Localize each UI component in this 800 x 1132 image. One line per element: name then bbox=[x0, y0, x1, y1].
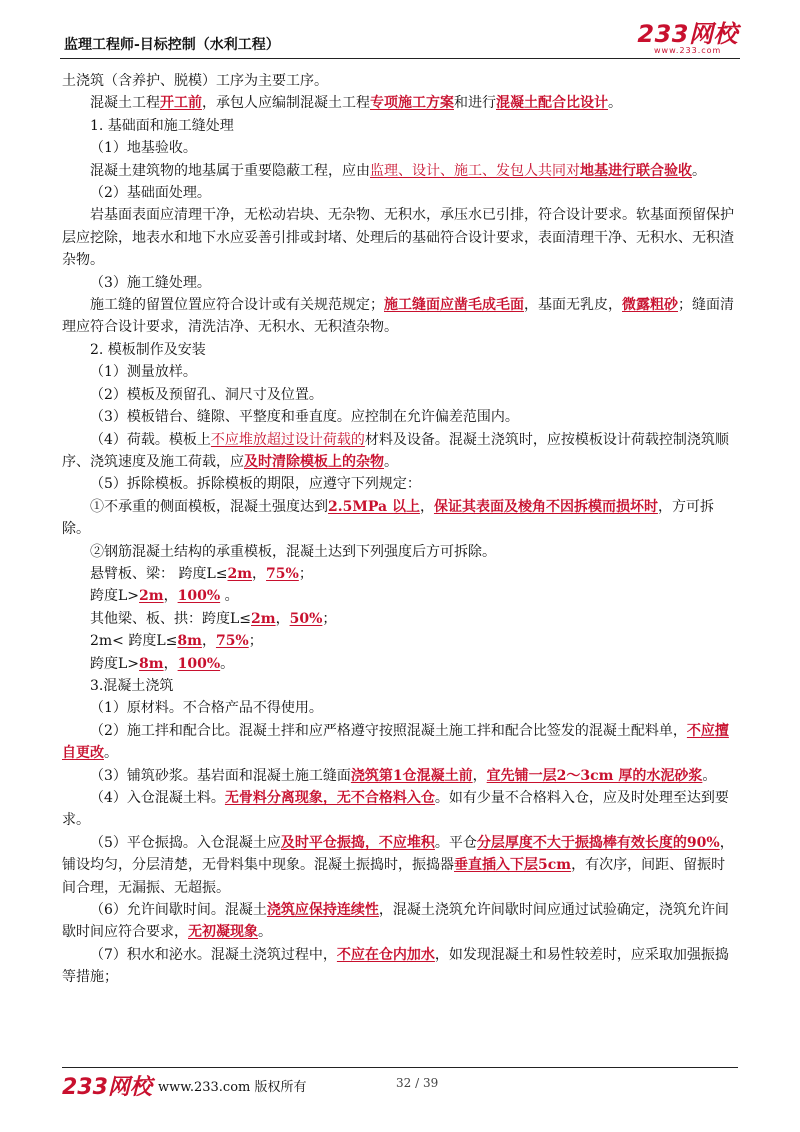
highlight: 及时平仓振捣，不应堆积 bbox=[280, 834, 435, 851]
text: 悬臂板、梁： 跨度L≤ bbox=[90, 565, 228, 582]
text: ；缝面清理应符合设计要求，清洗洁净、无积水、无积渣杂物。 bbox=[62, 297, 734, 336]
highlight: 施工缝面应凿毛成毛面 bbox=[384, 297, 524, 314]
highlight: 100% bbox=[177, 588, 221, 605]
paragraph bbox=[62, 944, 738, 989]
paragraph: ②钢筋混凝土结构的承重模板，混凝土达到下列强度后方可拆除。 bbox=[90, 543, 496, 560]
text: （3）铺筑砂浆。基岩面和混凝土施工缝面 bbox=[90, 767, 351, 784]
text: ， bbox=[163, 655, 178, 672]
paragraph bbox=[62, 765, 738, 787]
paragraph bbox=[62, 720, 738, 765]
page-footer bbox=[62, 1070, 738, 1100]
list-item bbox=[62, 608, 738, 630]
text: 。 bbox=[384, 453, 398, 470]
highlight: 混凝土配合比设计 bbox=[496, 95, 608, 112]
text: （6）允许间歇时间。混凝土 bbox=[90, 902, 267, 919]
text: 。 bbox=[104, 745, 118, 762]
highlight: 不应在仓内加水 bbox=[336, 946, 435, 963]
paragraph bbox=[62, 70, 738, 92]
list-item bbox=[62, 630, 738, 652]
subheading: （2）模板及预留孔、洞尺寸及位置。 bbox=[90, 386, 323, 403]
highlight: 保证其表面及棱角不因拆模而损坏时 bbox=[433, 498, 658, 515]
text: 。如有少量不合格料入仓，应及时处理至达到要求。 bbox=[62, 790, 729, 829]
highlight: 50% bbox=[289, 610, 323, 627]
highlight: 2m bbox=[139, 588, 164, 605]
text: ，如发现混凝土和易性较差时，应采取加强振捣等措施； bbox=[62, 946, 729, 986]
list-item bbox=[62, 653, 738, 675]
paragraph bbox=[62, 92, 738, 114]
text: ，基面无乳皮， bbox=[524, 297, 622, 314]
section-heading: 2. 模板制作及安装 bbox=[90, 341, 206, 358]
highlight: 浇筑应保持连续性 bbox=[266, 902, 379, 919]
text: 土浇筑（含养护、脱模）工序为主要工序。 bbox=[62, 73, 328, 89]
text: 。 bbox=[220, 655, 235, 672]
page-header bbox=[62, 0, 738, 60]
highlight: 分层厚度不大于振捣棒有效长度的90% bbox=[476, 834, 720, 851]
section-heading: 1. 基础面和施工缝处理 bbox=[90, 117, 234, 134]
highlight: 地基进行联合验收 bbox=[580, 162, 692, 179]
text: 。 bbox=[220, 588, 239, 605]
text: ； bbox=[298, 565, 313, 582]
highlight: 75% bbox=[215, 633, 249, 650]
text: ， bbox=[472, 767, 487, 784]
subheading: （1）地基验收。 bbox=[90, 140, 197, 157]
paragraph bbox=[62, 160, 738, 182]
text: 其他梁、板、拱：跨度L≤ bbox=[90, 610, 252, 627]
subheading: （1）测量放样。 bbox=[90, 364, 197, 381]
highlight: 开工前 bbox=[160, 95, 202, 112]
text: 。 bbox=[258, 924, 272, 941]
text: 。平仓 bbox=[434, 834, 477, 851]
text: 2m< 跨度L≤ bbox=[90, 633, 178, 650]
highlight: 100% bbox=[177, 655, 221, 672]
subheading: （3）施工缝处理。 bbox=[90, 274, 211, 291]
paragraph bbox=[62, 899, 738, 944]
highlight: 8m bbox=[139, 655, 164, 672]
paragraph bbox=[62, 832, 738, 899]
highlight: 2m bbox=[251, 610, 276, 627]
text: （4）荷载。模板上 bbox=[90, 431, 211, 448]
text: ①不承重的侧面模板，混凝土强度达到 bbox=[90, 498, 328, 515]
text: ； bbox=[248, 633, 263, 650]
highlight: 无初凝现象 bbox=[188, 924, 258, 941]
paragraph bbox=[62, 496, 738, 541]
text: ，铺设均匀，分层清楚，无骨料集中现象。混凝土振捣时，振捣器 bbox=[62, 834, 734, 874]
text: （7）积水和泌水。混凝土浇筑过程中， bbox=[90, 946, 337, 963]
highlight: 微露粗砂 bbox=[622, 297, 678, 314]
highlight: 浇筑第1仓混凝土前 bbox=[350, 767, 473, 784]
section-heading: 3.混凝土浇筑 bbox=[90, 677, 174, 694]
text: ， bbox=[252, 565, 267, 582]
page-number: 32 / 39 bbox=[396, 1076, 439, 1090]
text: （2）施工拌和配合比。混凝土拌和应严格遵守按照混凝土施工拌和配合比签发的混凝土配料单， bbox=[90, 722, 687, 739]
paragraph bbox=[62, 787, 738, 832]
text: ，方可拆除。 bbox=[62, 498, 714, 538]
paragraph: 岩基面表面应清理干净，无松动岩块、无杂物、无积水，承压水已引排，符合设计要求。软基面预留保护层应挖除，地表水和地下水应妥善引排或封堵、处理后的基础符合设计要求，表面清理干净、无积水、无积渣杂物。 bbox=[62, 207, 734, 269]
subheading: （2）基础面处理。 bbox=[90, 185, 211, 202]
highlight: 不应堆放超过设计荷载的 bbox=[210, 431, 365, 448]
text: （5）平仓振捣。入仓混凝土应 bbox=[90, 834, 281, 851]
text: ，混凝土浇筑允许间歇时间应通过试验确定，浇筑允许间歇时间应符合要求， bbox=[62, 902, 729, 941]
header-rule bbox=[60, 58, 740, 59]
text: ， bbox=[163, 588, 178, 605]
text: 材料及设备。混凝土浇筑时，应按模板设计荷载控制浇筑顺序、浇筑速度及施工荷载，应 bbox=[62, 431, 729, 470]
text: ， bbox=[419, 498, 434, 515]
text: 。 bbox=[702, 767, 717, 784]
text: 跨度L> bbox=[90, 588, 140, 605]
paragraph: （3）模板错台、缝隙、平整度和垂直度。应控制在允许偏差范围内。 bbox=[90, 409, 519, 426]
text: 。 bbox=[692, 162, 706, 179]
highlight: 监理、设计、施工、发包人共同对 bbox=[370, 162, 580, 179]
highlight: 75% bbox=[266, 565, 299, 582]
text: ，有次序，间距、留振时间合理，无漏振、无超振。 bbox=[62, 857, 726, 896]
subheading: （1）原材料。不合格产品不得使用。 bbox=[90, 700, 323, 717]
highlight: 不应擅自更改 bbox=[62, 722, 729, 762]
logo-url: www.233.com bbox=[654, 46, 722, 55]
paragraph bbox=[62, 429, 738, 474]
text: 混凝土建筑物的地基属于重要隐蔽工程，应由 bbox=[90, 162, 370, 179]
list-item bbox=[62, 585, 738, 607]
highlight: 2.5MPa 以上 bbox=[328, 498, 420, 515]
brand-logo bbox=[637, 22, 738, 55]
highlight: 及时清除模板上的杂物 bbox=[244, 453, 384, 470]
footer-rule bbox=[62, 1067, 738, 1068]
footer-logo: 233网校 bbox=[62, 1075, 152, 1100]
text: ， bbox=[275, 610, 290, 627]
text: 施工缝的留置位置应符合设计或有关规范规定； bbox=[90, 297, 384, 314]
text: 。 bbox=[608, 95, 622, 112]
text: ，承包人应编制混凝土工程 bbox=[202, 95, 370, 112]
text: 混凝土工程 bbox=[90, 95, 160, 112]
text: ； bbox=[322, 610, 337, 627]
logo-text: 233网校 bbox=[637, 20, 738, 48]
footer-site: www.233.com 版权所有 bbox=[158, 1080, 307, 1095]
page-body bbox=[62, 70, 738, 989]
highlight: 垂直插入下层5cm bbox=[454, 857, 572, 874]
text: （4）入仓混凝土料。 bbox=[90, 790, 225, 806]
highlight: 2m bbox=[227, 565, 253, 582]
header-title: 监理工程师-目标控制（水利工程） bbox=[64, 37, 280, 53]
subheading: （5）拆除模板。拆除模板的期限，应遵守下列规定： bbox=[90, 476, 421, 493]
text: 跨度L> bbox=[90, 655, 140, 672]
highlight: 专项施工方案 bbox=[370, 95, 454, 112]
list-item bbox=[62, 563, 738, 585]
highlight: 8m bbox=[177, 633, 202, 650]
highlight: 无骨料分离现象，无不合格料入仓 bbox=[224, 790, 435, 806]
text: ， bbox=[201, 633, 216, 650]
highlight: 宜先铺一层2～3cm 厚的水泥砂浆 bbox=[486, 767, 703, 784]
paragraph bbox=[62, 294, 738, 339]
text: 和进行 bbox=[454, 95, 496, 112]
